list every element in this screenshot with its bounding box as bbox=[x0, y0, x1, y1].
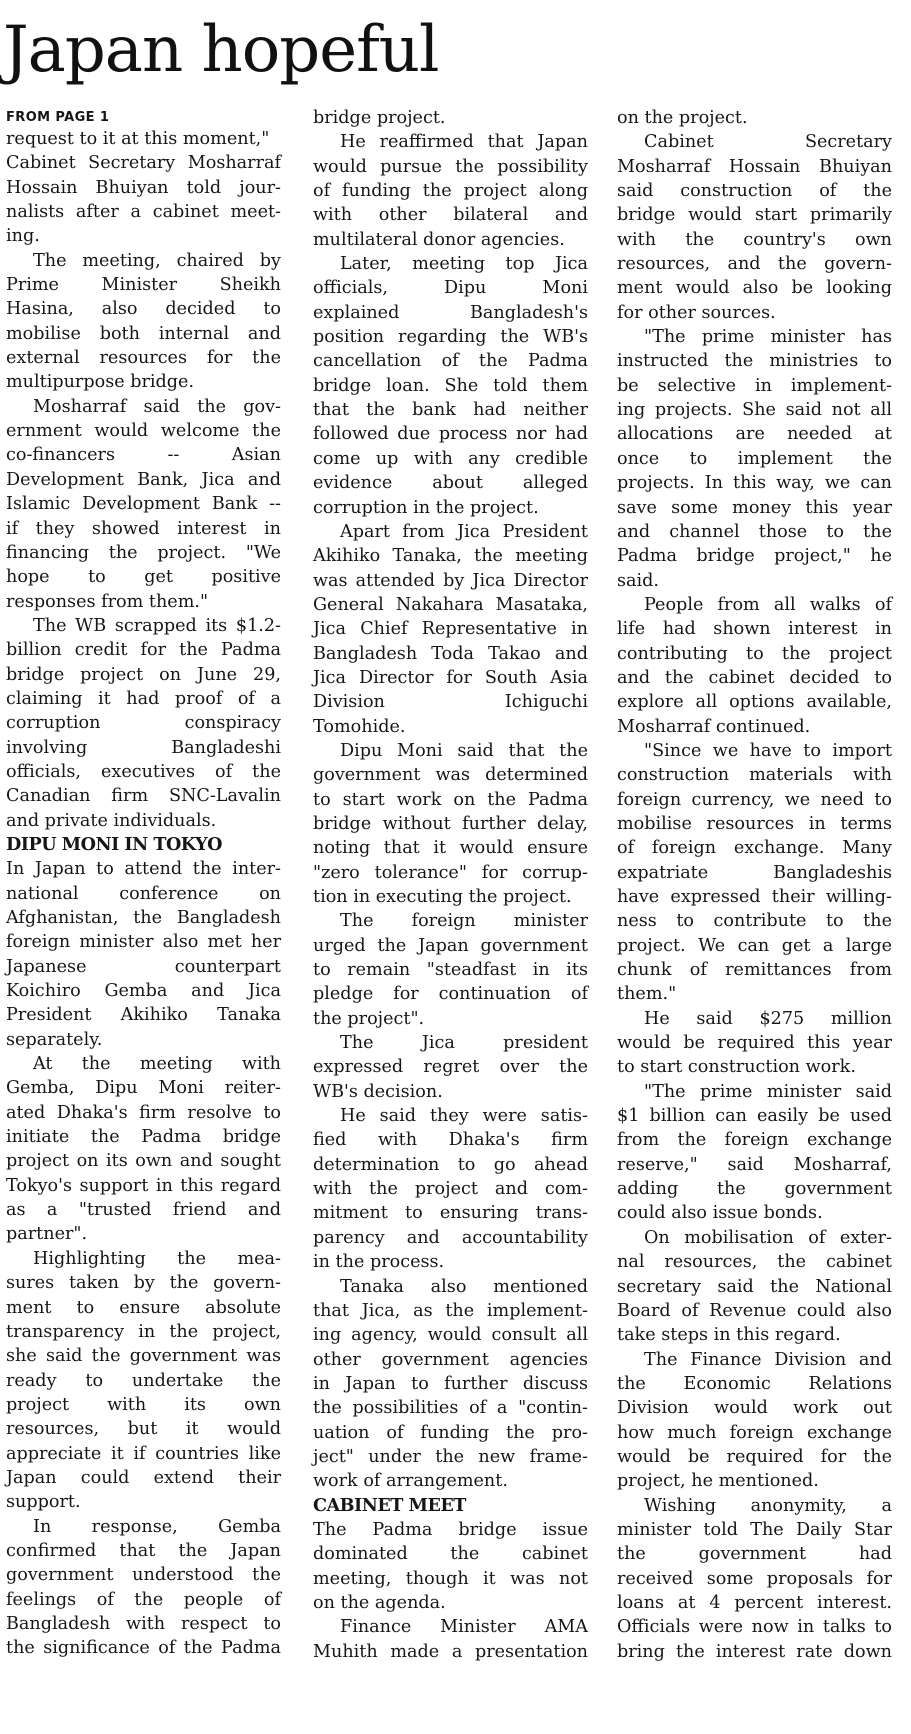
text-line: claiming it had proof of a bbox=[6, 688, 281, 709]
text-line: said construction of the bbox=[617, 181, 892, 202]
text-line: the Economic Relations bbox=[617, 1373, 892, 1394]
text-line: Tanaka also mentioned bbox=[340, 1276, 588, 1297]
text-line: On mobilisation of exter- bbox=[644, 1227, 892, 1248]
text-line: Later, meeting top Jica bbox=[340, 254, 588, 275]
text-line: ness to contribute to the bbox=[617, 911, 892, 932]
text-line: said. bbox=[617, 570, 659, 591]
text-line: bridge loan. She told them bbox=[313, 375, 588, 396]
text-line: determination to go ahead bbox=[313, 1154, 588, 1175]
text-line: confirmed that the Japan bbox=[6, 1540, 281, 1561]
text-line: instructed the ministries to bbox=[617, 351, 892, 372]
text-line: parency and accountability bbox=[313, 1227, 588, 1248]
text-line: "The prime minister said bbox=[644, 1081, 892, 1102]
text-line: secretary said the National bbox=[617, 1276, 892, 1297]
text-line: chunk of remittances from bbox=[617, 960, 892, 981]
text-line: Mosharraf Hossain Bhuiyan bbox=[617, 156, 892, 177]
text-line: projects. In this way, we can bbox=[617, 473, 892, 494]
text-line: the project". bbox=[313, 1008, 425, 1029]
text-line: the significance of the Padma bbox=[6, 1638, 281, 1659]
text-line: and channel those to the bbox=[617, 521, 892, 542]
text-line: ing. bbox=[6, 226, 40, 247]
text-line: corruption conspiracy bbox=[6, 713, 281, 734]
text-line: Division would work out bbox=[617, 1398, 892, 1419]
text-line: mitment to ensuring trans- bbox=[313, 1203, 588, 1224]
text-line: allocations are needed at bbox=[617, 424, 892, 445]
text-line: adding the government bbox=[617, 1179, 892, 1200]
text-line: Koichiro Gemba and Jica bbox=[6, 981, 281, 1002]
text-line: save some money this year bbox=[617, 497, 892, 518]
text-line: in the process. bbox=[313, 1252, 445, 1273]
text-line: with other bilateral and bbox=[313, 205, 588, 226]
text-line: uation of funding the pro- bbox=[313, 1422, 588, 1443]
text-line: officials, Dipu Moni bbox=[313, 278, 588, 299]
text-line: The Jica president bbox=[340, 1033, 588, 1054]
text-line: "zero tolerance" for corrup- bbox=[313, 862, 588, 883]
text-line: Officials were now in talks to bbox=[617, 1617, 892, 1638]
text-line: Mosharraf continued. bbox=[617, 716, 811, 737]
text-line: involving Bangladeshi bbox=[6, 737, 281, 758]
text-line: construction materials with bbox=[617, 765, 892, 786]
text-line: contributing to the project bbox=[617, 643, 892, 664]
text-line: Development Bank, Jica and bbox=[6, 469, 281, 490]
text-line: once to implement the bbox=[617, 448, 892, 469]
text-line: the government had bbox=[617, 1544, 892, 1565]
text-line: Wishing anonymity, a bbox=[644, 1495, 892, 1516]
text-line: pledge for continuation of bbox=[313, 984, 588, 1005]
text-line: Padma bridge project," he bbox=[617, 546, 892, 567]
text-line: billion credit for the Padma bbox=[6, 640, 281, 661]
text-line: followed due process nor had bbox=[313, 424, 588, 445]
text-line: ing projects. She said not all bbox=[617, 400, 892, 421]
text-line: WB's decision. bbox=[313, 1081, 443, 1102]
text-line: mobilise resources in terms bbox=[617, 813, 892, 834]
text-line: Mosharraf said the gov- bbox=[33, 396, 281, 417]
text-line: bridge project on June 29, bbox=[6, 664, 281, 685]
text-line: General Nakahara Masataka, bbox=[313, 594, 588, 615]
text-line: national conference on bbox=[6, 883, 281, 904]
text-line: In Japan to attend the inter- bbox=[6, 859, 281, 880]
text-line: ing agency, would consult all bbox=[313, 1325, 588, 1346]
text-line: and the cabinet decided to bbox=[617, 667, 892, 688]
text-line: corruption in the project. bbox=[313, 497, 539, 518]
text-line: project, he mentioned. bbox=[617, 1471, 819, 1492]
text-line: how much foreign exchange bbox=[617, 1422, 892, 1443]
text-line: Division Ichiguchi bbox=[313, 692, 588, 713]
text-line: to start construction work. bbox=[617, 1057, 856, 1078]
text-line: foreign minister also met her bbox=[6, 932, 281, 953]
text-line: ready to undertake the bbox=[6, 1370, 281, 1391]
text-line: Hossain Bhuiyan told jour- bbox=[6, 177, 281, 198]
text-line: multilateral donor agencies. bbox=[313, 229, 565, 250]
text-line: Apart from Jica President bbox=[340, 521, 588, 542]
headline: Japan hopeful bbox=[3, 13, 439, 87]
text-line: sures taken by the govern- bbox=[6, 1273, 281, 1294]
text-line: Japan could extend their bbox=[6, 1467, 281, 1488]
text-line: external resources for the bbox=[6, 348, 281, 369]
text-line: "The prime minister has bbox=[644, 327, 892, 348]
text-line: project with its own bbox=[6, 1394, 281, 1415]
text-line: responses from them." bbox=[6, 591, 209, 612]
kicker-from-page-1: FROM PAGE 1 bbox=[6, 110, 110, 125]
text-line: tion in executing the project. bbox=[313, 887, 572, 907]
text-line: she said the government was bbox=[6, 1346, 281, 1367]
text-line: multipurpose bridge. bbox=[6, 372, 195, 393]
text-line: expressed regret over the bbox=[313, 1057, 588, 1078]
text-line: dominated the cabinet bbox=[313, 1544, 588, 1565]
text-line: work of arrangement. bbox=[313, 1471, 508, 1492]
text-line: of foreign exchange. Many bbox=[617, 838, 892, 859]
text-line: take steps in this regard. bbox=[617, 1325, 841, 1346]
text-line: mobilise both internal and bbox=[6, 323, 281, 344]
text-line: position regarding the WB's bbox=[313, 327, 588, 348]
text-line: expatriate Bangladeshis bbox=[617, 862, 892, 883]
text-line: Canadian firm SNC-Lavalin bbox=[6, 786, 281, 807]
text-line: appreciate it if countries like bbox=[6, 1443, 281, 1464]
text-line: of funding the project along bbox=[313, 181, 588, 202]
text-line: Cabinet Secretary bbox=[644, 132, 892, 153]
text-line: financing the project. "We bbox=[6, 542, 281, 563]
text-line: Bangladesh with respect to bbox=[6, 1613, 281, 1634]
text-line: Finance Minister AMA bbox=[340, 1617, 588, 1638]
text-line: Hasina, also decided to bbox=[6, 299, 281, 320]
text-line: bridge would start primarily bbox=[617, 205, 892, 226]
text-line: the possibilities of a "contin- bbox=[313, 1398, 588, 1419]
text-line: In response, Gemba bbox=[33, 1516, 281, 1537]
text-line: support. bbox=[6, 1492, 81, 1513]
text-line: nalists after a cabinet meet- bbox=[6, 202, 281, 223]
text-line: Jica Chief Representative in bbox=[313, 619, 588, 640]
text-line: separately. bbox=[6, 1029, 103, 1050]
text-line: "Since we have to import bbox=[644, 740, 892, 761]
text-line: on the project. bbox=[617, 108, 748, 128]
text-line: to remain "steadfast in its bbox=[313, 960, 588, 981]
text-line: in Japan to further discuss bbox=[313, 1373, 588, 1394]
text-line: Jica Director for South Asia bbox=[313, 667, 588, 688]
text-line: initiate the Padma bridge bbox=[6, 1127, 281, 1148]
text-line: cancellation of the Padma bbox=[313, 351, 588, 372]
text-line: Muhith made a presentation bbox=[313, 1641, 588, 1662]
text-line: ment to ensure absolute bbox=[6, 1297, 281, 1318]
text-line: Bangladesh Toda Takao and bbox=[313, 643, 588, 664]
text-line: explore all options available, bbox=[617, 692, 892, 713]
text-line: loans at 4 percent interest. bbox=[617, 1592, 892, 1613]
text-line: The WB scrapped its $1.2- bbox=[33, 615, 281, 636]
text-line: would be required for the bbox=[617, 1446, 892, 1467]
text-line: meeting, though it was not bbox=[313, 1568, 588, 1589]
text-line: Akihiko Tanaka, the meeting bbox=[313, 546, 588, 567]
text-line: nal resources, the cabinet bbox=[617, 1252, 892, 1273]
text-line: come up with any credible bbox=[313, 448, 588, 469]
text-line: resources, but it would bbox=[6, 1419, 281, 1440]
text-line: that Jica, as the implement- bbox=[313, 1300, 588, 1321]
text-line: as a "trusted friend and bbox=[6, 1200, 281, 1221]
text-line: was attended by Jica Director bbox=[313, 570, 588, 591]
text-line: request to it at this moment," bbox=[6, 129, 270, 149]
article-column-3 bbox=[617, 106, 892, 1664]
text-line: with the project and com- bbox=[313, 1179, 588, 1200]
text-line: life had shown interest in bbox=[617, 619, 892, 640]
text-line: could also issue bonds. bbox=[617, 1203, 823, 1224]
text-line: Japanese counterpart bbox=[6, 956, 281, 977]
text-line: Afghanistan, the Bangladesh bbox=[6, 908, 281, 928]
text-line: urged the Japan government bbox=[313, 935, 588, 956]
text-line: have expressed their willing- bbox=[617, 887, 892, 907]
text-line: The foreign minister bbox=[340, 911, 588, 932]
text-line: ject" under the new frame- bbox=[313, 1446, 588, 1467]
text-line: evidence about alleged bbox=[313, 473, 588, 494]
text-line: Cabinet Secretary Mosharraf bbox=[6, 153, 281, 174]
text-line: resources, and the govern- bbox=[617, 254, 892, 275]
text-line: other government agencies bbox=[313, 1349, 588, 1370]
text-line: bridge without further delay, bbox=[313, 813, 588, 834]
text-line: if they showed interest in bbox=[6, 518, 281, 539]
text-line: Dipu Moni said that the bbox=[340, 740, 588, 761]
text-line: received some proposals for bbox=[617, 1568, 892, 1589]
article-column-1 bbox=[6, 106, 281, 1661]
text-line: co-financers -- Asian bbox=[6, 445, 281, 466]
text-line: Prime Minister Sheikh bbox=[6, 275, 281, 296]
text-line: Gemba, Dipu Moni reiter- bbox=[6, 1078, 281, 1099]
text-line: bridge project. bbox=[313, 108, 446, 128]
text-line: ernment would welcome the bbox=[6, 421, 281, 442]
text-line: for other sources. bbox=[617, 302, 776, 323]
text-line: He reaffirmed that Japan bbox=[340, 132, 588, 153]
text-line: noting that it would ensure bbox=[313, 838, 588, 859]
text-line: reserve," said Mosharraf, bbox=[617, 1154, 892, 1175]
text-line: ated Dhaka's firm resolve to bbox=[6, 1102, 281, 1123]
article-column-2 bbox=[313, 106, 588, 1664]
text-line: transparency in the project, bbox=[6, 1321, 281, 1342]
text-line: would pursue the possibility bbox=[313, 156, 588, 177]
text-line: Board of Revenue could also bbox=[617, 1300, 892, 1321]
text-line: Highlighting the mea- bbox=[33, 1248, 281, 1269]
text-line: government understood the bbox=[6, 1565, 281, 1586]
text-line: The meeting, chaired by bbox=[33, 250, 281, 271]
text-line: on the agenda. bbox=[313, 1592, 446, 1613]
text-line: from the foreign exchange bbox=[617, 1130, 892, 1151]
text-line: At the meeting with bbox=[33, 1054, 281, 1075]
text-line: project. We can get a large bbox=[617, 935, 892, 956]
text-line: would be required this year bbox=[617, 1033, 892, 1054]
text-line: partner". bbox=[6, 1224, 88, 1245]
text-line: He said $275 million bbox=[644, 1008, 892, 1029]
text-line: bring the interest rate down bbox=[617, 1641, 892, 1662]
text-line: Tokyo's support in this regard bbox=[6, 1175, 281, 1196]
text-line: with the country's own bbox=[617, 229, 892, 250]
text-line: foreign currency, we need to bbox=[617, 789, 892, 810]
text-line: He said they were satis- bbox=[340, 1106, 588, 1127]
text-line: officials, executives of the bbox=[6, 761, 281, 782]
text-line: fied with Dhaka's firm bbox=[313, 1130, 588, 1151]
text-line: $1 billion can easily be used bbox=[617, 1106, 892, 1127]
text-line: explained Bangladesh's bbox=[313, 302, 588, 323]
text-line: and private individuals. bbox=[6, 810, 217, 831]
text-line: project on its own and sought bbox=[6, 1151, 281, 1172]
text-line: President Akihiko Tanaka bbox=[6, 1005, 281, 1026]
text-line: minister told The Daily Star bbox=[617, 1519, 892, 1540]
text-line: The Finance Division and bbox=[644, 1349, 892, 1370]
subheading: DIPU MONI IN TOKYO bbox=[6, 833, 222, 855]
text-line: be selective in implement- bbox=[617, 375, 892, 396]
text-line: them." bbox=[617, 984, 677, 1005]
subheading: CABINET MEET bbox=[313, 1494, 466, 1516]
text-line: The Padma bridge issue bbox=[313, 1519, 588, 1540]
text-line: feelings of the people of bbox=[6, 1589, 281, 1610]
text-line: government was determined bbox=[313, 765, 588, 786]
text-line: People from all walks of bbox=[644, 594, 892, 615]
text-line: hope to get positive bbox=[6, 567, 281, 588]
text-line: to start work on the Padma bbox=[313, 789, 588, 810]
text-line: Islamic Development Bank -- bbox=[6, 494, 281, 515]
text-line: that the bank had neither bbox=[313, 400, 588, 421]
text-line: Tomohide. bbox=[313, 716, 406, 737]
text-line: ment would also be looking bbox=[617, 278, 892, 299]
